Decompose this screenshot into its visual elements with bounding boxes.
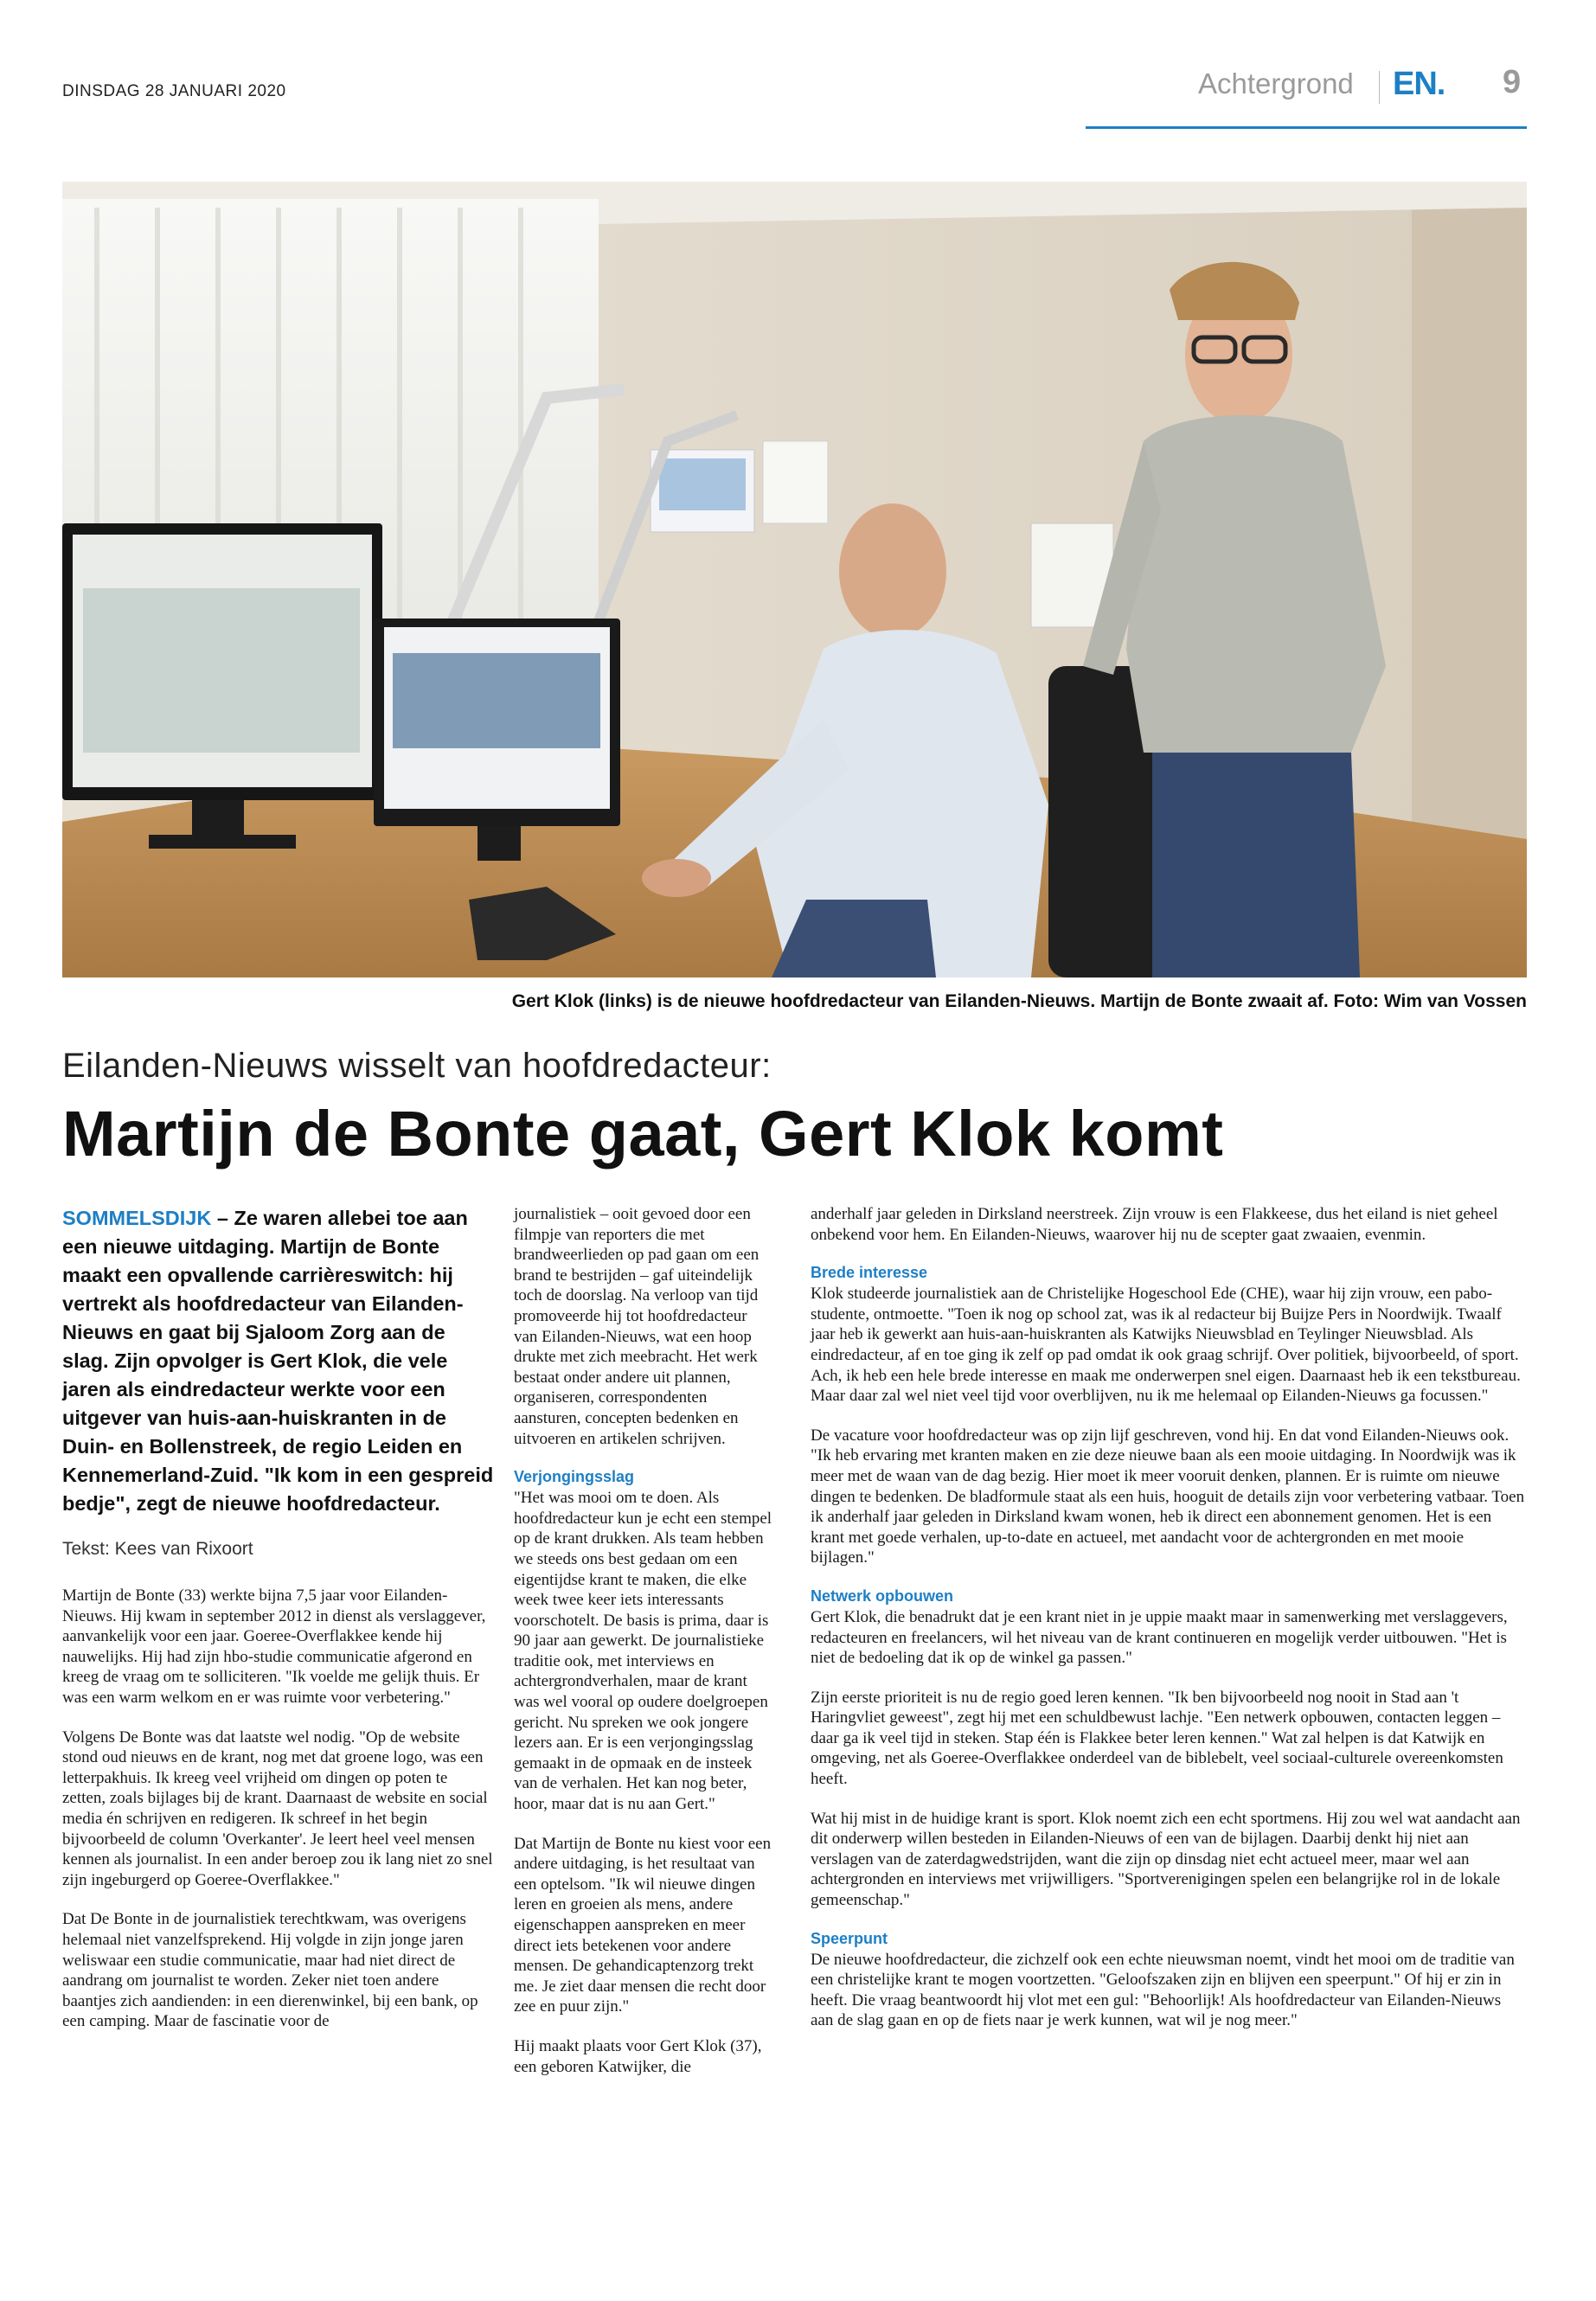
body-paragraph: Volgens De Bonte was dat laatste wel nodig. "Op de website stond oud nieuws en de krant, nog met dat groene logo, was een letterpakhuis. Ik kreeg veel vrijheid om dingen op poten te zetten, zoals bijlages bij de krant. Daarnaast de website en social media én schrijven en redigeren. Ik schreef in het begin bijvoorbeeld de column 'Overkanter'. Je leert heel veel mensen kennen als journalist. In een ander beroep zou ik lang niet zo snel zijn ingeburgerd op Goeree-Overflakkee."	[62, 1727, 493, 1889]
article-column-2	[514, 1204, 773, 2096]
body-paragraph: Dat Martijn de Bonte nu kiest voor een andere uitdaging, is het resultaat van een optelsom. "Ik wil nieuwe dingen leren en groeien als mens, andere eigenschappen aanspreken en meer direct iets betekenen voor andere mensen. De gehandicaptenzorg trekt me. Je ziet daar mensen die recht door zee en puur zijn."	[514, 1834, 772, 2016]
subheading-verjongingsslag: Verjongingsslag	[514, 1468, 635, 1486]
article-kicker: Eilanden-Nieuws wisselt van hoofdredacteur:	[62, 1047, 772, 1085]
page-number: 9	[1503, 64, 1522, 100]
body-paragraph: Dat De Bonte in de journalistiek terechtkwam, was overigens helemaal niet vanzelfsprekend. Hij volgde in zijn jonge jaren weliswaar een studie communicatie, maar had niet direct de aandrang om journalist te worden. Zeker niet toen andere baantjes zich aandienden: in een dierenwinkel, bij een bank, op een camping. Maar de fascinatie voor de	[62, 1910, 478, 2031]
header-rule	[1086, 126, 1527, 129]
article-photo	[62, 182, 1527, 977]
body-paragraph: Wat hij mist in de huidige krant is sport. Klok noemt zich een echt sportmens. Hij zou wel wat aandacht aan dit onderwerp willen besteden in Eilanden-Nieuws of een van de bijlagen. Daarbij denkt hij niet aan verslagen van de zaterdagwedstrijden, want die zijn op dinsdag niet echt actueel meer, maar wel aan achtergronden en interviews met vrijwilligers. "Sportverenigingen spelen een belangrijke rol in de lokale gemeenschap."	[811, 1809, 1521, 1910]
subheading-netwerk-opbouwen: Netwerk opbouwen	[811, 1586, 954, 1605]
article-headline: Martijn de Bonte gaat, Gert Klok komt	[62, 1098, 1224, 1170]
body-paragraph: Zijn eerste prioriteit is nu de regio goed leren kennen. "Ik ben bijvoorbeeld nog nooit in Stad aan 't Haringvliet geweest", zegt hij met een schuldbewust lachje. "Een netwerk opbouwen, contacten leggen – daar ga ik veel tijd in steken. Stap één is Flakkee beter leren kennen." Wat zal helpen is dat Katwijk en omgeving, net als Goeree-Overflakkee onderdeel van de biblebelt, veel sociaal-culturele overeenkomsten heeft.	[811, 1688, 1503, 1789]
dateline-place: SOMMELSDIJK	[62, 1207, 212, 1229]
section-title: Achtergrond	[1198, 67, 1354, 99]
body-paragraph: Hij maakt plaats voor Gert Klok (37), een geboren Katwijker, die	[514, 2036, 762, 2076]
body-paragraph: Martijn de Bonte (33) werkte bijna 7,5 jaar voor Eilanden-Nieuws. Hij kwam in september 2012 in dienst als verslaggever, aanvankelijk voor een jaar. Goeree-Overflakkee kende hij nauwelijks. Hij had zijn hbo-studie communicatie afgerond en kreeg de vraag om te solliciteren. "Ik voelde me gelijk thuis. Er was een warm welkom en er was ruimte voor verbetering."	[62, 1586, 486, 1707]
photo-caption: Gert Klok (links) is de nieuwe hoofdredacteur van Eilanden-Nieuws. Martijn de Bonte zwaait af. Foto: Wim van Vossen	[511, 991, 1527, 1011]
article-lead	[62, 1204, 495, 1518]
body-paragraph: De vacature voor hoofdredacteur was op zijn lijf geschreven, vond hij. En dat vond Eilanden-Nieuws ook. "Ik heb ervaring met kranten maken en zie deze nieuwe baan als een mooie uitdaging. In Noordwijk was ik meer met de waan van de dag bezig. Hier moet ik meer vooruit denken, plannen. Er is ruimte om nieuwe dingen te bedenken. De bladformule staat als een huis, hooguit de details zijn voor verbetering vatbaar. Toen ik anderhalf jaar geleden in Dirksland kwam wonen, heb ik direct een abonnement genomen. Het is een krant met goede verhalen, up-to-date en actueel, met aandacht voor de achtergronden en met mooie bijlagen."	[811, 1426, 1525, 1567]
article-author: Tekst: Kees van Rixoort	[62, 1539, 253, 1559]
body-paragraph: De nieuwe hoofdredacteur, die zichzelf ook een echte nieuwsman noemt, vindt het mooi om de traditie van een christelijke krant te mogen voortzetten. "Geloofszaken zijn en blijven een speerpunt." Of hij er zin in heeft. Die vraag beantwoordt hij vlot met een gul: "Behoorlijk! Als hoofdredacteur van Eilanden-Nieuws aan de slag gaan en op de fiets naar je werk kunnen, wat wil je nog meer."	[811, 1950, 1515, 2030]
lead-text: – Ze waren allebei toe aan een nieuwe uitdaging. Martijn de Bonte maakt een opvallende carrièreswitch: hij vertrekt als hoofdredacteur van Eilanden-Nieuws en gaat bij Sjaloom Zorg aan de slag. Zijn opvolger is Gert Klok, die vele jaren als eindredacteur werkte voor een uitgever van huis-aan-huiskranten in de Duin- en Bollenstreek, de regio Leiden en Kennemerland-Zuid. "Ik kom in een gespreid bedje", zegt de nieuwe hoofdredacteur.	[62, 1207, 494, 1515]
article-column-1	[62, 1204, 495, 2051]
article-column-3	[811, 1204, 1527, 2050]
body-paragraph: anderhalf jaar geleden in Dirksland neerstreek. Zijn vrouw is een Flakkeese, dus het eiland is niet geheel onbekend voor hem. En Eilanden-Nieuws, waarover hij nu de scepter gaat zwaaien, evenmin.	[811, 1205, 1498, 1244]
body-paragraph: journalistiek – ooit gevoed door een filmpje van reporters die met brandweerlieden op pad gaan om een brand te bestrijden – gaf uiteindelijk toch de doorslag. Na verloop van tijd promoveerde hij tot hoofdredacteur van Eilanden-Nieuws, wat een hoop drukte met zich meebracht. Het werk bestaat onder andere uit plannen, organiseren, correspondenten aansturen, concepten bedenken en uitvoeren en artikelen schrijven.	[514, 1205, 760, 1448]
issue-date: DINSDAG 28 JANUARI 2020	[62, 82, 286, 100]
subheading-brede-interesse: Brede interesse	[811, 1264, 928, 1282]
body-paragraph: Klok studeerde journalistiek aan de Christelijke Hogeschool Ede (CHE), waar hij zijn vrouw, een pabo-studente, ontmoette. "Toen ik nog op school zat, was ik al redacteur bij Buijze Pers in Noordwijk. Twaalf jaar heb ik gewerkt aan huis-aan-huiskranten als Katwijks Nieuwsblad en Teylinger Nieuwsblad. Als eindredacteur, af en toe ging ik zelf op pad omdat ik ook graag schrijf. Over politiek, bijvoorbeeld, of sport. Ach, ik heb een hele brede interesse en maak me onderwerpen snel eigen. Daarnaast heb ik een tekstbureau. Maar daar zal wel niet veel tijd voor overblijven, nu ik me helemaal op Eilanden-Nieuws ga focussen."	[811, 1285, 1521, 1406]
body-paragraph: Gert Klok, die benadrukt dat je een krant niet in je uppie maakt maar in samenwerking met verslaggevers, redacteuren en freelancers, wil het niveau van de krant continueren en mogelijk verder uitbouwen. "Het is niet de bedoeling dat ik op de winkel ga passen."	[811, 1607, 1508, 1668]
subheading-speerpunt: Speerpunt	[811, 1929, 888, 1947]
header-divider	[1379, 71, 1380, 104]
newspaper-logo: EN.	[1393, 66, 1445, 102]
body-paragraph: "Het was mooi om te doen. Als hoofdredacteur kun je echt een stempel op de krant drukken. Als team hebben we steeds ons best gedaan om een eigentijdse krant te maken, die elke week twee keer iets interessants voorschotelt. De basis is prima, daar is 90 jaar aan gewerkt. De journalistieke traditie ook, met interviews en achtergrondverhalen, maar de krant was wel vooral op oudere doelgroepen gericht. Nu spreken we ook jongere lezers aan. Er is een verjongingsslag gemaakt in de opmaak en de insteek van de verhalen. Het kan nog beter, hoor, maar dat is nu aan Gert."	[514, 1489, 772, 1814]
